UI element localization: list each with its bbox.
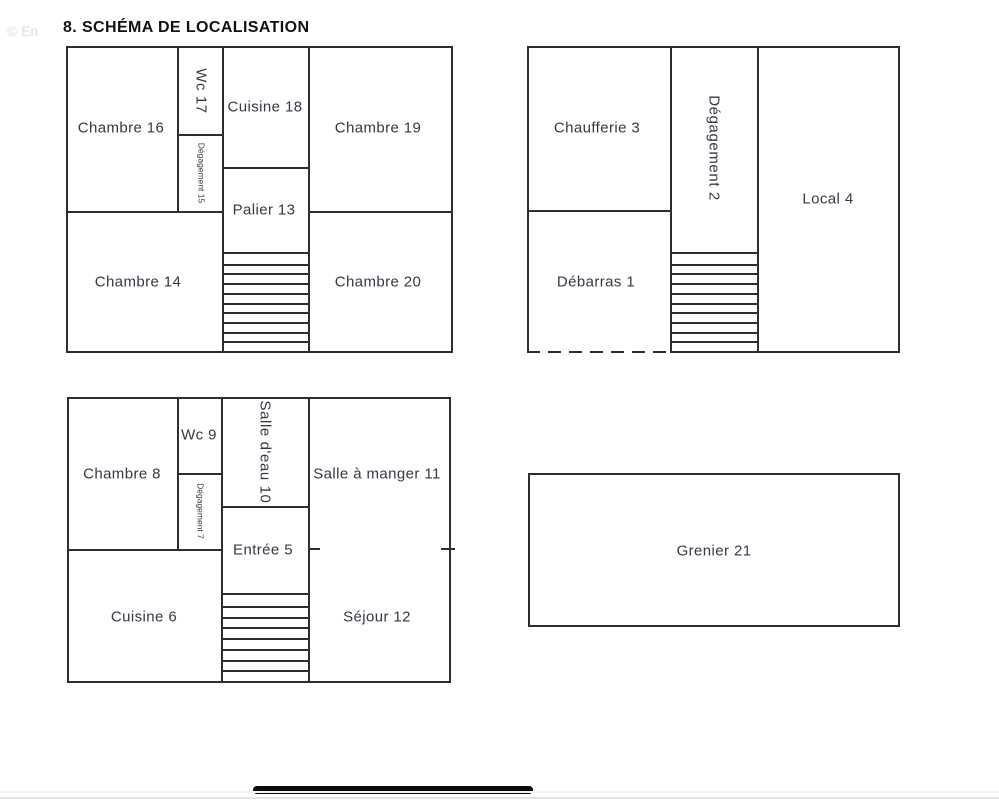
wall-segment [177, 46, 179, 211]
stair-tread [223, 627, 308, 629]
wall-segment [308, 397, 310, 683]
room-label-degagement-15: Dégagement 15 [196, 142, 207, 204]
wall-segment [898, 473, 900, 627]
wall-segment [66, 351, 453, 353]
room-label-cuisine-18: Cuisine 18 [227, 98, 303, 116]
stair-tread [223, 660, 308, 662]
wall-segment [67, 397, 69, 683]
wall-segment [177, 473, 223, 475]
room-label-chambre-14: Chambre 14 [94, 273, 182, 291]
wall-segment [221, 506, 310, 508]
stair-tread [224, 322, 308, 324]
stair-tread [224, 341, 308, 343]
wall-segment [670, 351, 900, 353]
stair-tread [672, 332, 757, 334]
room-label-chambre-20: Chambre 20 [334, 273, 422, 291]
wall-segment-dashed [527, 351, 672, 353]
room-label-sejour-12: Séjour 12 [343, 608, 411, 626]
room-label-degagement-2: Dégagement 2 [705, 95, 723, 201]
wall-segment [451, 46, 453, 353]
stair-tread [223, 606, 308, 608]
stair-tread [224, 283, 308, 285]
wall-segment [308, 211, 453, 213]
stair-tread [223, 638, 308, 640]
stair-tread [224, 332, 308, 334]
wall-segment [67, 549, 223, 551]
wall-segment [66, 46, 453, 48]
stair-tread [672, 264, 757, 266]
page-edge-line [0, 797, 999, 799]
room-label-chambre-19: Chambre 19 [334, 119, 422, 137]
wall-segment [527, 46, 529, 353]
page-edge-line [0, 791, 999, 793]
wall-segment [527, 46, 900, 48]
stair-tread [672, 312, 757, 314]
wall-segment [177, 134, 224, 136]
floorplan-lower-left [67, 397, 451, 683]
room-label-grenier-21: Grenier 21 [676, 542, 752, 560]
stair-tread [672, 303, 757, 305]
room-label-wc-17: Wc 17 [192, 68, 210, 114]
floorplan-lower-right [528, 473, 900, 627]
watermark: © En [7, 23, 39, 39]
stair-tread [672, 293, 757, 295]
room-label-chambre-16: Chambre 16 [77, 119, 165, 137]
floorplan-upper-right [527, 46, 900, 353]
wall-segment [528, 625, 900, 627]
room-label-degagement-7: Dégagement 7 [195, 483, 206, 539]
stair-tread [223, 617, 308, 619]
room-label-debarras-1: Débarras 1 [556, 273, 636, 291]
room-label-chambre-8: Chambre 8 [83, 465, 161, 483]
stair-tread [672, 341, 757, 343]
room-label-salle-a-manger-11: Salle à manger 11 [313, 465, 441, 483]
stair-tread [223, 649, 308, 651]
room-label-salle-deau-10: Salle d'eau 10 [256, 400, 274, 504]
wall-segment [898, 46, 900, 353]
wall-segment [67, 681, 451, 683]
stair-tread [224, 273, 308, 275]
wall-segment [67, 397, 451, 399]
room-label-palier-13: Palier 13 [232, 201, 296, 219]
stair-tread [223, 670, 308, 672]
wall-stub [310, 548, 320, 550]
stair-tread [224, 264, 308, 266]
wall-segment [757, 46, 759, 353]
wall-segment [528, 473, 530, 627]
wall-segment [528, 473, 900, 475]
room-label-cuisine-6: Cuisine 6 [110, 608, 178, 626]
wall-segment [527, 210, 672, 212]
wall-segment [308, 46, 310, 353]
wall-segment [222, 167, 310, 169]
floorplan-upper-left [66, 46, 453, 353]
stair-tread [224, 293, 308, 295]
room-label-wc-9: Wc 9 [181, 426, 217, 444]
stair-tread [224, 303, 308, 305]
room-label-chaufferie-3: Chaufferie 3 [553, 119, 641, 137]
wall-segment [66, 211, 224, 213]
stair-tread [224, 312, 308, 314]
staircase [223, 595, 308, 681]
wall-segment [449, 397, 451, 683]
wall-segment [66, 46, 68, 353]
stair-tread [672, 283, 757, 285]
staircase [672, 254, 757, 351]
stair-tread [672, 273, 757, 275]
room-label-local-4: Local 4 [802, 190, 854, 208]
wall-stub [441, 548, 455, 550]
room-label-entree-5: Entrée 5 [233, 541, 293, 559]
stair-tread [672, 322, 757, 324]
staircase [224, 254, 308, 351]
page-title: 8. SCHÉMA DE LOCALISATION [63, 19, 310, 36]
